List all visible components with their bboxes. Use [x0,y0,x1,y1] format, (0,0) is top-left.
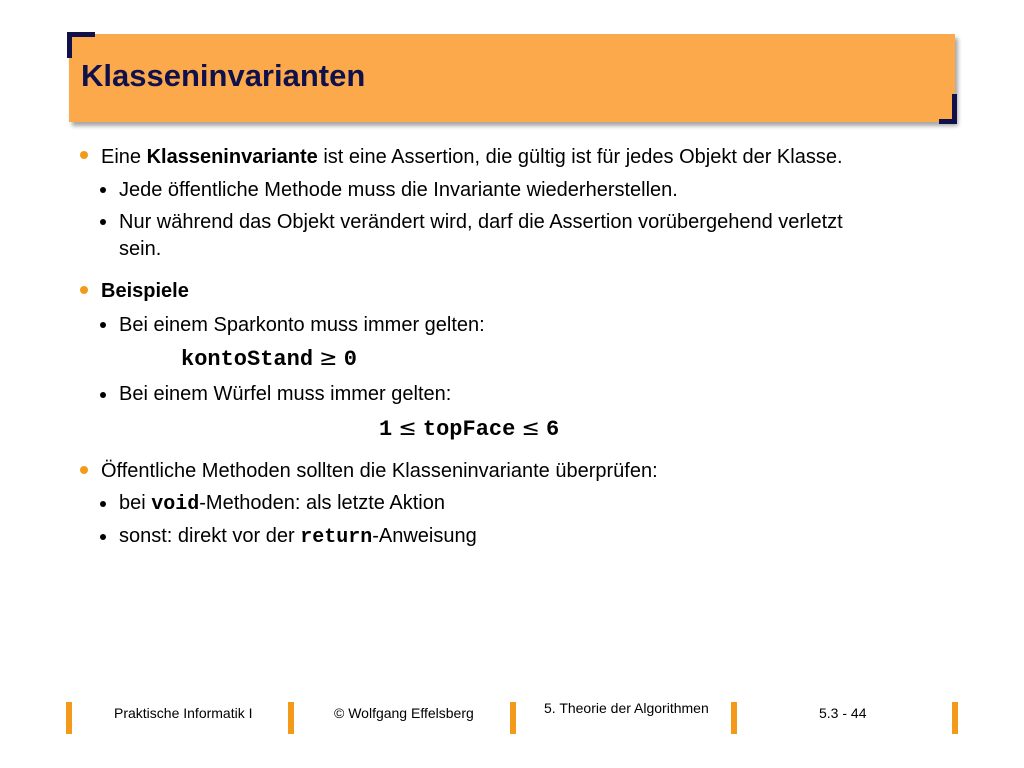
sub-bullet-text: Bei einem Sparkonto muss immer gelten: [119,314,485,336]
bullet-icon [80,151,88,159]
sub-bullet-text: Jede öffentliche Methode muss die Invariante wiederherstellen. [119,179,678,201]
text-segment: -Methoden: als letzte Aktion [199,492,445,514]
code-operator: ≤ [521,416,540,441]
sub-bullet-text: Nur während das Objekt verändert wird, darf die Assertion vorübergehend verletzt [119,211,843,233]
code-token: topFace [422,417,516,442]
title-bar [69,34,955,122]
sub-bullet-text [119,491,445,517]
sub-bullet-text: Bei einem Würfel muss immer gelten: [119,383,452,405]
footer-course: Praktische Informatik I [114,705,253,721]
footer-divider [731,702,737,734]
text-segment: sonst: direkt vor der [119,525,301,547]
sub-bullet-icon [100,534,106,540]
footer-page-number: 5.3 - 44 [819,705,867,721]
slide-title: Klasseninvarianten [81,58,366,93]
corner-decoration [952,94,957,124]
footer-divider [952,702,958,734]
footer-author: © Wolfgang Effelsberg [334,705,474,721]
code-keyword: void [151,493,200,516]
sub-bullet-text [119,524,477,550]
code-token: 1 [379,417,393,442]
text-segment: ist eine Assertion, die gültig ist für jedes Objekt der Klasse. [317,146,843,168]
sub-bullet-icon [100,501,106,507]
sub-bullet-icon [100,322,106,328]
bullet-text [101,145,843,169]
code-token: kontoStand [181,347,314,372]
bullet-text: Beispiele [101,280,189,302]
footer-chapter: 5. Theorie der Algorithmen [544,700,709,716]
text-segment: -Anweisung [372,525,477,547]
bold-term: Klasseninvariante [146,146,318,168]
bullet-icon [80,466,88,474]
code-token: 6 [546,417,560,442]
code-token: 0 [343,347,357,372]
sub-bullet-icon [100,219,106,225]
sub-bullet-icon [100,187,106,193]
code-expression [379,415,559,443]
text-segment: Eine [101,146,147,168]
bullet-icon [80,286,88,294]
bullet-text: Öffentliche Methoden sollten die Klasseninvariante überprüfen: [101,460,658,482]
footer-divider [288,702,294,734]
footer-divider [66,702,72,734]
text-segment: bei [119,492,152,514]
code-expression [181,345,357,373]
code-keyword: return [300,526,373,549]
code-operator: ≥ [319,346,338,371]
footer-divider [510,702,516,734]
code-operator: ≤ [398,416,417,441]
sub-bullet-text: sein. [119,238,162,260]
corner-decoration [67,32,72,58]
sub-bullet-icon [100,392,106,398]
